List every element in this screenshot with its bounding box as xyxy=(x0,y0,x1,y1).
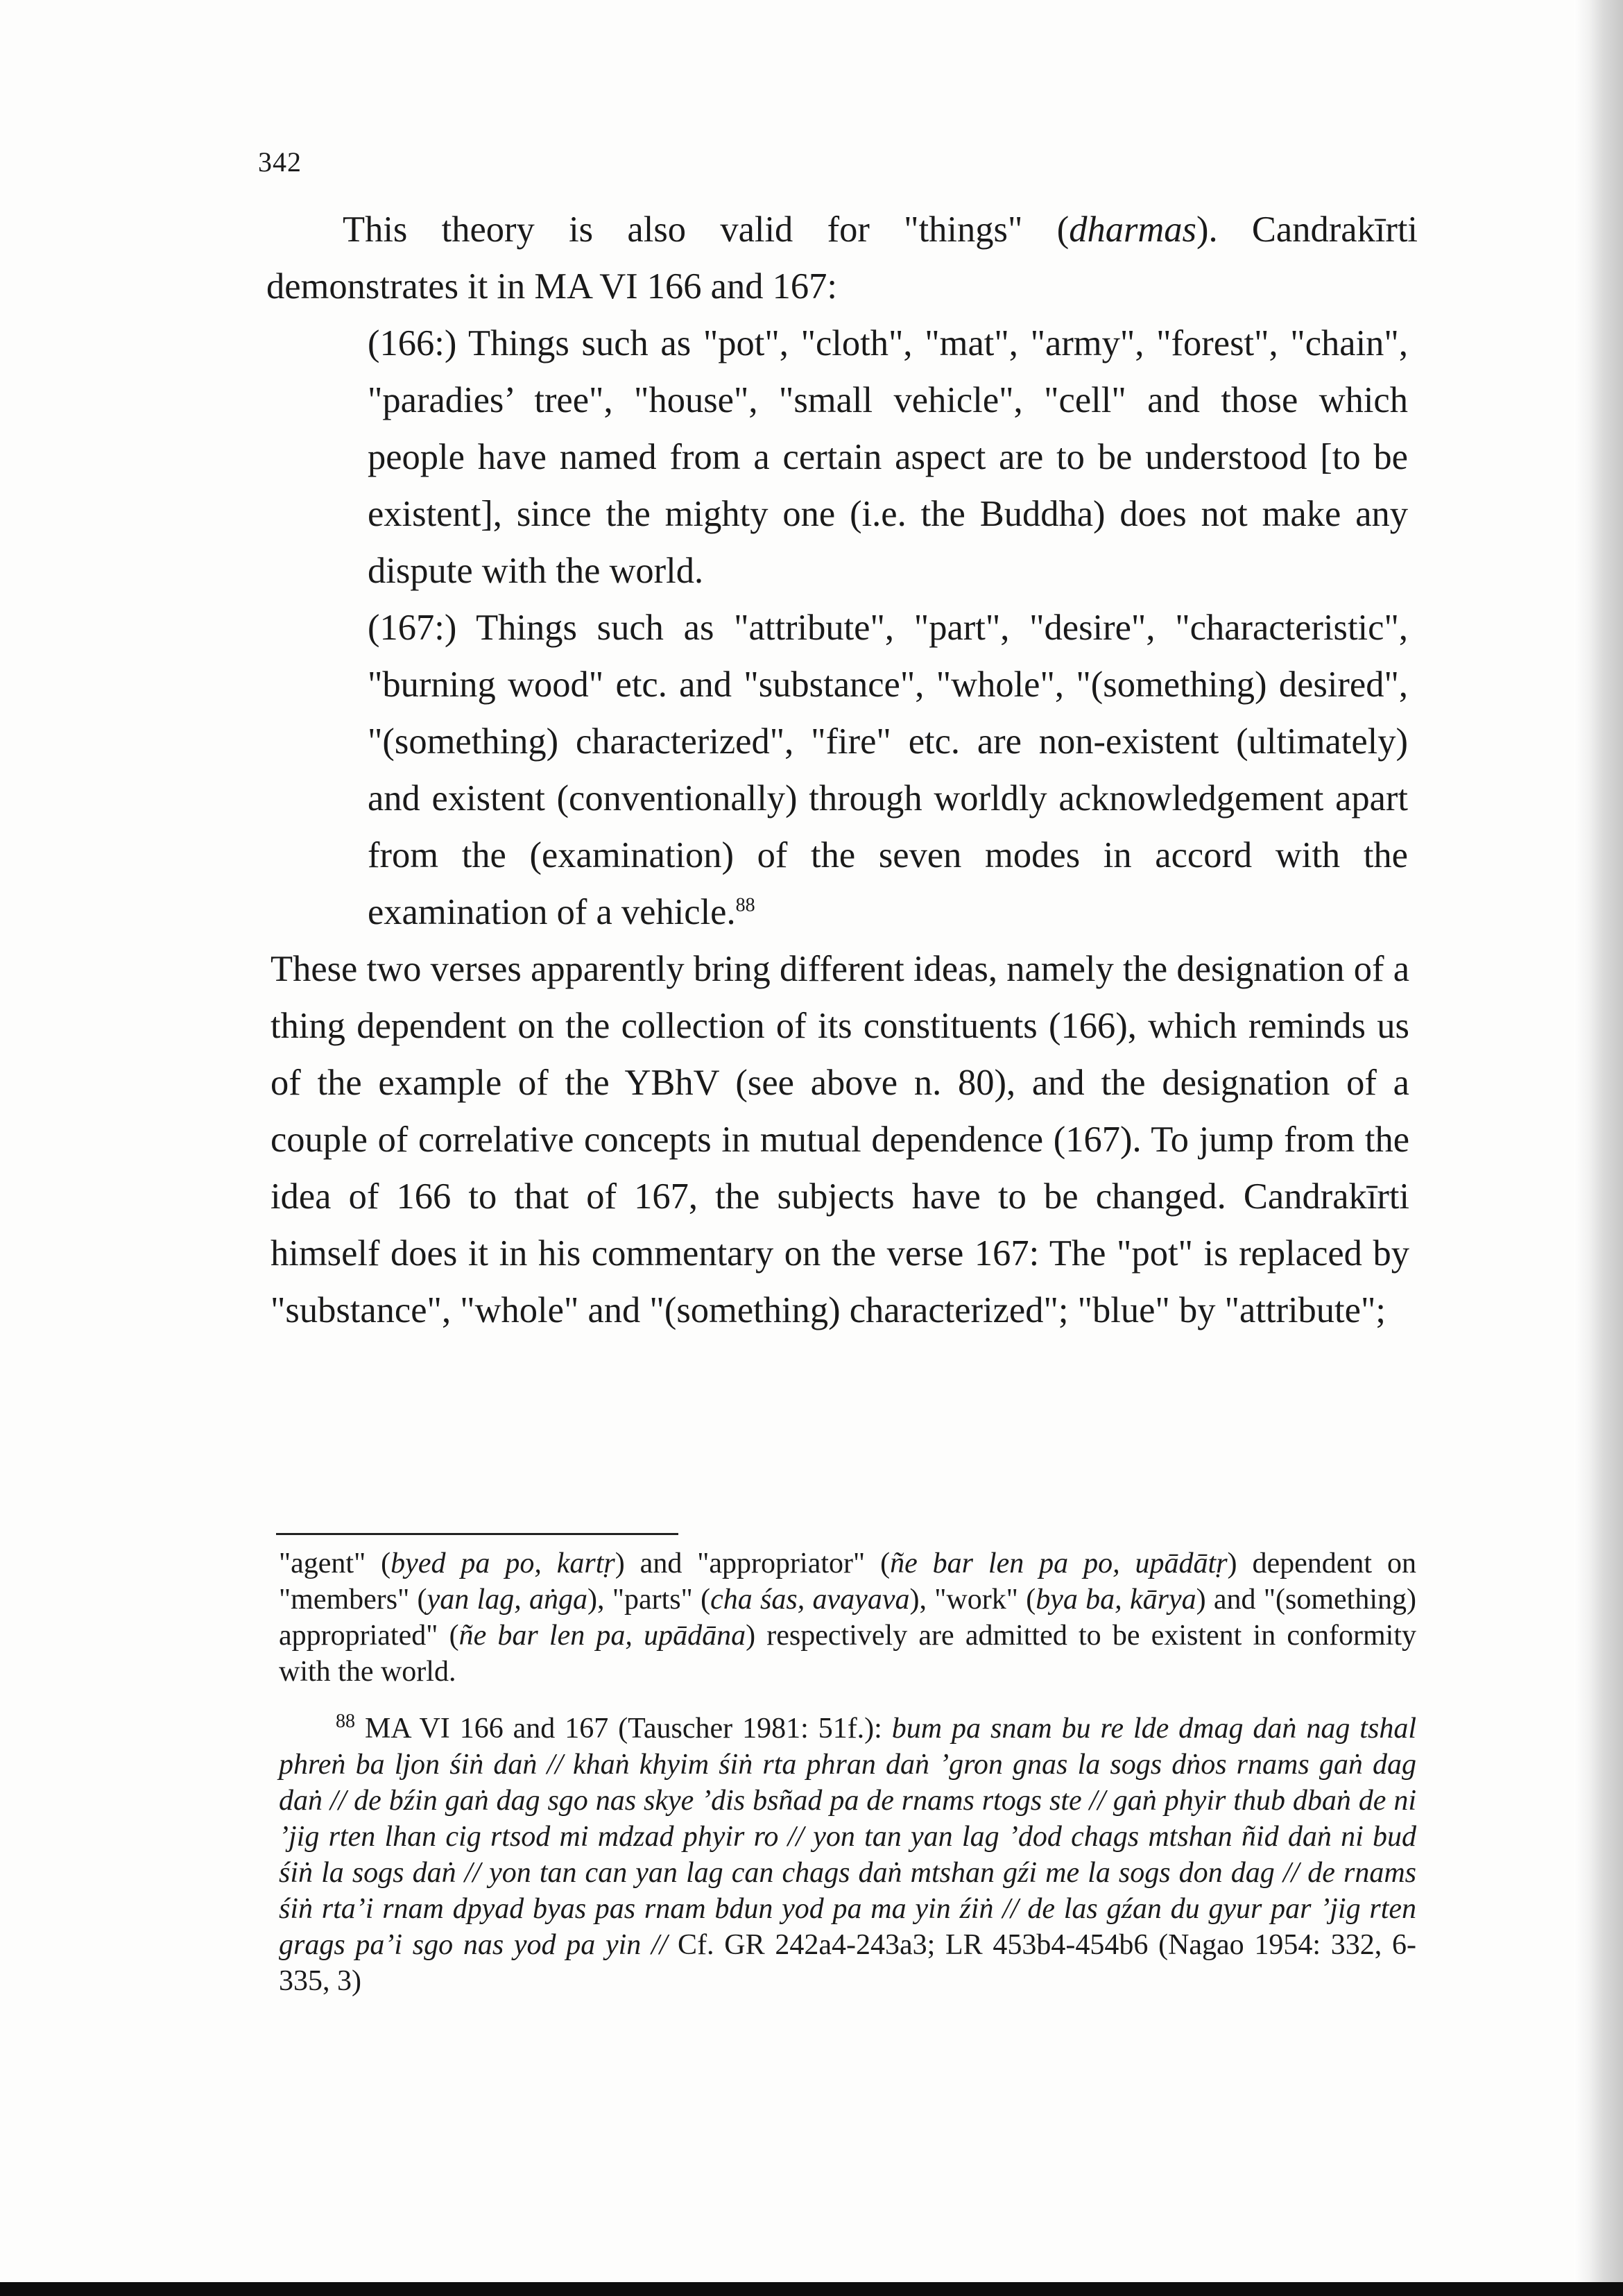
fn-cont-term-1: byed pa po, kartṛ xyxy=(390,1548,615,1579)
footnote-number-88: 88 xyxy=(336,1711,355,1732)
fn-cont-term-6: ñe bar len pa, upādāna xyxy=(458,1620,746,1652)
footnote-88 xyxy=(279,1711,1416,1999)
para1-text-2: ). Candrakīrti demonstrates it in MA VI 166 and 167: xyxy=(266,209,1418,307)
footnote-ref-88: 88 xyxy=(735,894,755,916)
fn-cont-term-3: yan lag, aṅga xyxy=(427,1584,588,1616)
fn-cont-text-2: ) and "appropriator" ( xyxy=(615,1548,891,1579)
fn-cont-term-4: cha śas, avayava xyxy=(710,1584,910,1616)
fn-cont-text-6: ) and "(something) appropriated" ( xyxy=(279,1584,1416,1652)
fn-cont-term-2: ñe bar len pa po, upādātṛ xyxy=(890,1548,1228,1579)
footnote-separator xyxy=(276,1533,678,1535)
page-number: 342 xyxy=(258,146,302,178)
fn-cont-text-1: "agent" ( xyxy=(279,1548,391,1579)
fn88-text-1: MA VI 166 and 167 (Tauscher 1981: 51f.): xyxy=(355,1713,892,1745)
paragraph-intro xyxy=(266,201,1418,315)
quote-verse-167 xyxy=(368,599,1408,941)
para1-term: dharmas xyxy=(1069,209,1196,250)
fn-cont-text-5: ), "work" ( xyxy=(909,1584,1036,1616)
quote-verse-166: (166:) Things such as "pot", "cloth", "mat", "army", "forest", "chain", "paradies’ tree", "house", "small vehicle", "cell" and those which people have named from a certain aspect are to be understood [to be existent], since the mighty one (i.e. the Buddha) does not make any dispute with the world. xyxy=(368,323,1408,591)
scan-edge-shadow xyxy=(1574,0,1623,2296)
fn88-text-2: Cf. GR 242a4-243a3; LR 453b4-454b6 (Nagao 1954: 332, 6-335, 3) xyxy=(279,1929,1416,1997)
scan-bottom-border xyxy=(0,2282,1623,2296)
fn-cont-text-3: ) dependent on "members" ( xyxy=(279,1548,1416,1616)
fn-cont-text-4: ), "parts" ( xyxy=(587,1584,711,1616)
fn-cont-term-5: bya ba, kārya xyxy=(1036,1584,1196,1616)
footnote-continuation xyxy=(279,1545,1416,1690)
fn88-tibetan-quote: bum pa snam bu re lde dmag daṅ nag tshal phreṅ ba ljon śiṅ daṅ // khaṅ khyim śiṅ rta phran daṅ ’gron gnas la sogs dṅos rnams gaṅ dag daṅ // de bźin gaṅ dag sgo nas skye ’dis bsñad pa de rnams rtogs ste // gaṅ phyir thub dbaṅ de ni ’jig rten lhan cig rtsod mi mdzad phyir ro // yon tan yan lag ’dod chags mtshan ñid daṅ ni bud śiṅ la sogs daṅ // yon tan can yan lag can chags daṅ mtshan gźi me la sogs don dag // de rnams śiṅ rta’i rnam dpyad byas pas rnam bdun yod pa ma yin źiṅ // de las gźan du gyur par ’jig rten grags pa’i sgo nas yod pa yin // xyxy=(279,1713,1416,1961)
verse-167-text: (167:) Things such as "attribute", "part", "desire", "characteristic", "burning wood" etc. and "substance", "whole", "(something) desired", "(something) characterized", "fire" etc. are non-existent (ultimately) and existent (conventionally) through worldly acknowledgement apart from the (examination) of the seven modes in accord with the examination of a vehicle. xyxy=(368,608,1408,932)
paragraph-discussion: These two verses apparently bring different ideas, namely the designation of a thing dependent on the collection of its constituents (166), which reminds us of the example of the YBhV (see above n. 80), and the designation of a couple of correlative concepts in mutual dependence (167). To jump from the idea of 166 to that of 167, the subjects have to be changed. Candrakīrti himself does it in his commentary on the verse 167: The "pot" is replaced by "substance", "whole" and "(something) characterized"; "blue" by "attribute"; xyxy=(270,949,1409,1330)
para1-text-1: This theory is also valid for "things" ( xyxy=(343,209,1070,250)
fn-cont-text-7: ) respectively are admitted to be existent in conformity with the world. xyxy=(279,1620,1416,1688)
